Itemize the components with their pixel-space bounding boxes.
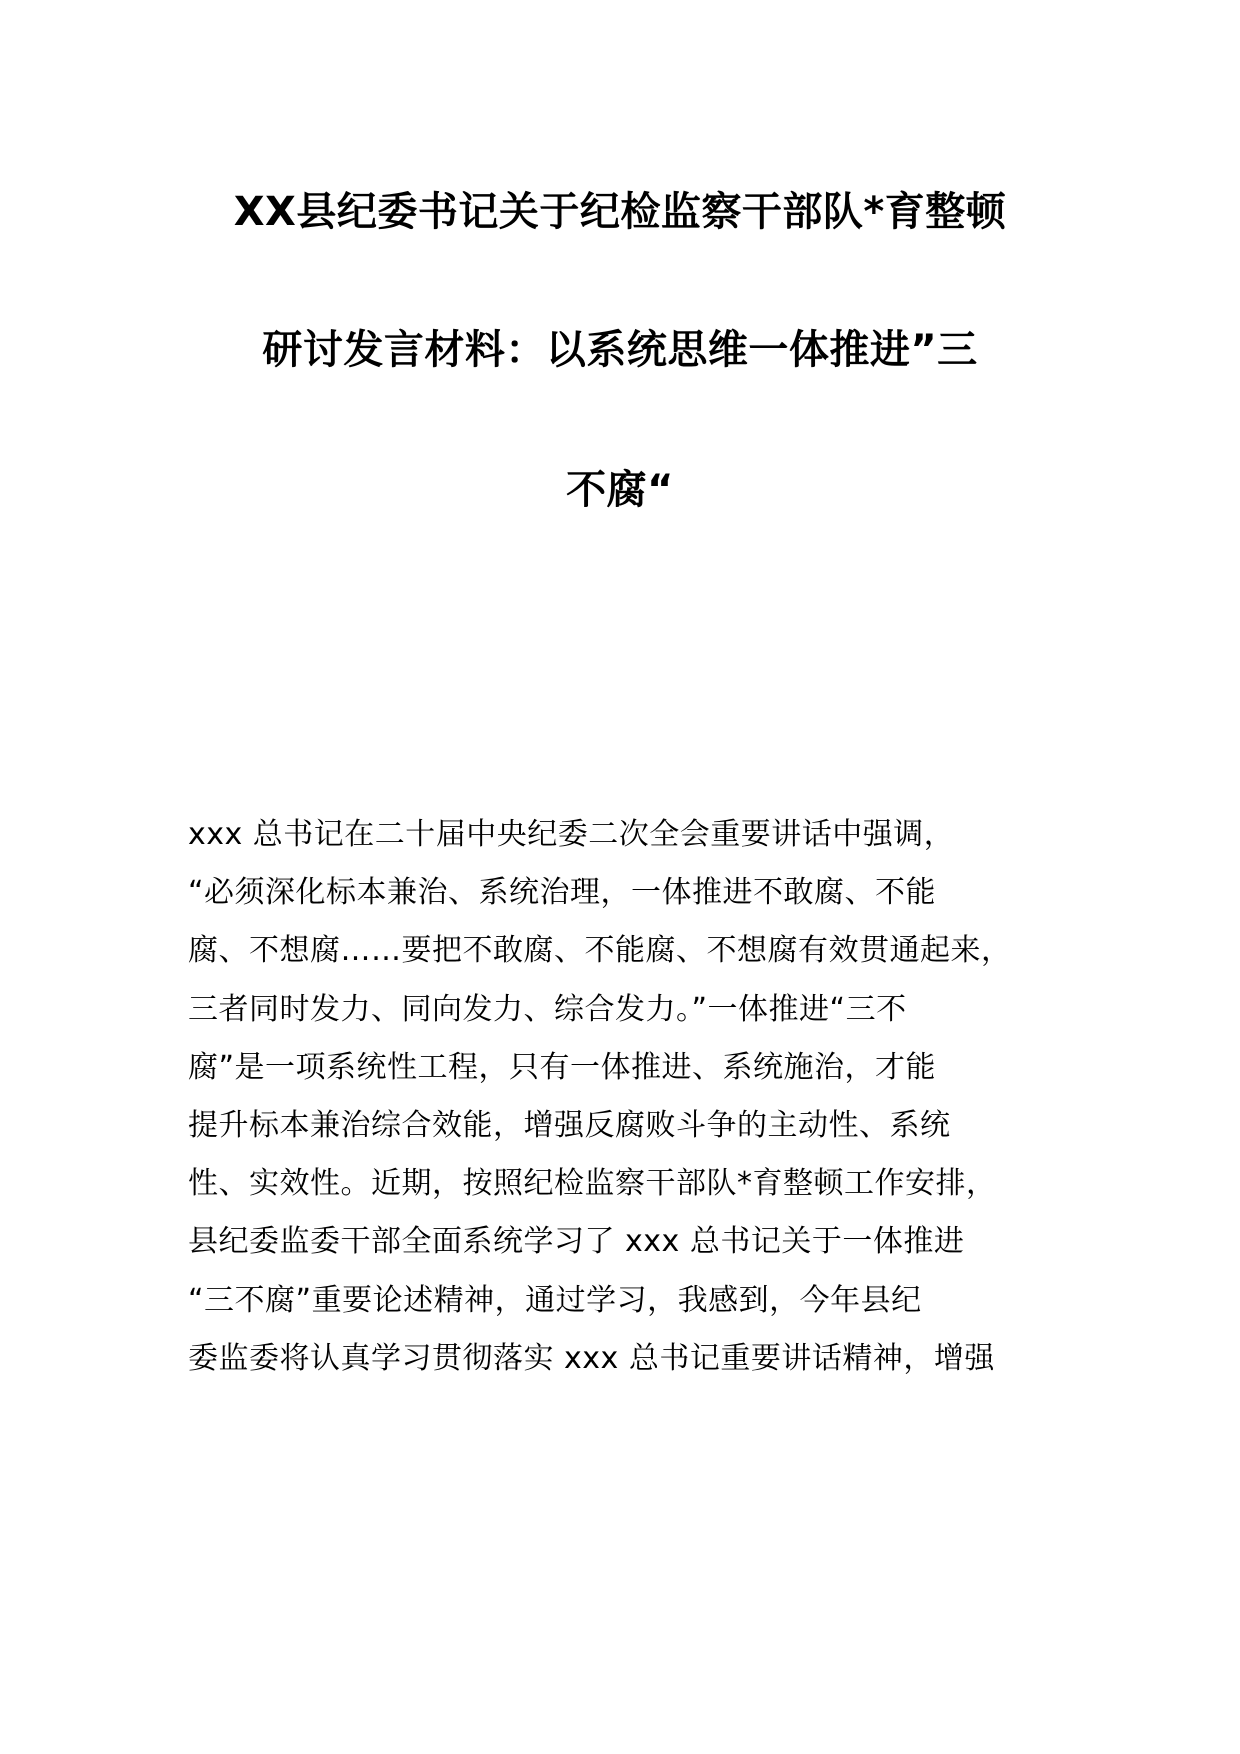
body-line: xxx 总书记在二十届中央纪委二次全会重要讲话中强调，: [188, 817, 955, 852]
body-line: 腐、不想腐……要把不敢腐、不能腐、不想腐有效贯通起来，: [188, 933, 1012, 969]
document-title-line-3: 不腐“: [566, 467, 674, 513]
body-line: “必须深化标本兼治、系统治理，一体推进不敢腐、不能: [188, 875, 937, 911]
body-line: 县纪委监委干部全面系统学习了 xxx 总书记关于一体推进: [188, 1224, 965, 1260]
body-line: 性、实效性。近期，按照纪检监察干部队*育整顿工作安排，: [188, 1166, 997, 1202]
body-line: 提升标本兼治综合效能，增强反腐败斗争的主动性、系统: [188, 1107, 951, 1143]
document-title-line-1: XX县纪委书记关于纪检监察干部队*育整顿: [233, 189, 1007, 235]
document-body: [188, 806, 1088, 1388]
body-line: 腐”是一项系统性工程，只有一体推进、系统施治，才能: [188, 1049, 937, 1085]
document-title-line-2: 研讨发言材料：以系统思维一体推进”三: [262, 327, 978, 373]
body-line: 委监委将认真学习贯彻落实 xxx 总书记重要讲话精神，增强: [188, 1340, 995, 1376]
body-line: “三不腐”重要论述精神，通过学习，我感到，今年县纪: [188, 1282, 922, 1318]
body-line: 三者同时发力、同向发力、综合发力。”一体推进“三不: [188, 991, 907, 1027]
